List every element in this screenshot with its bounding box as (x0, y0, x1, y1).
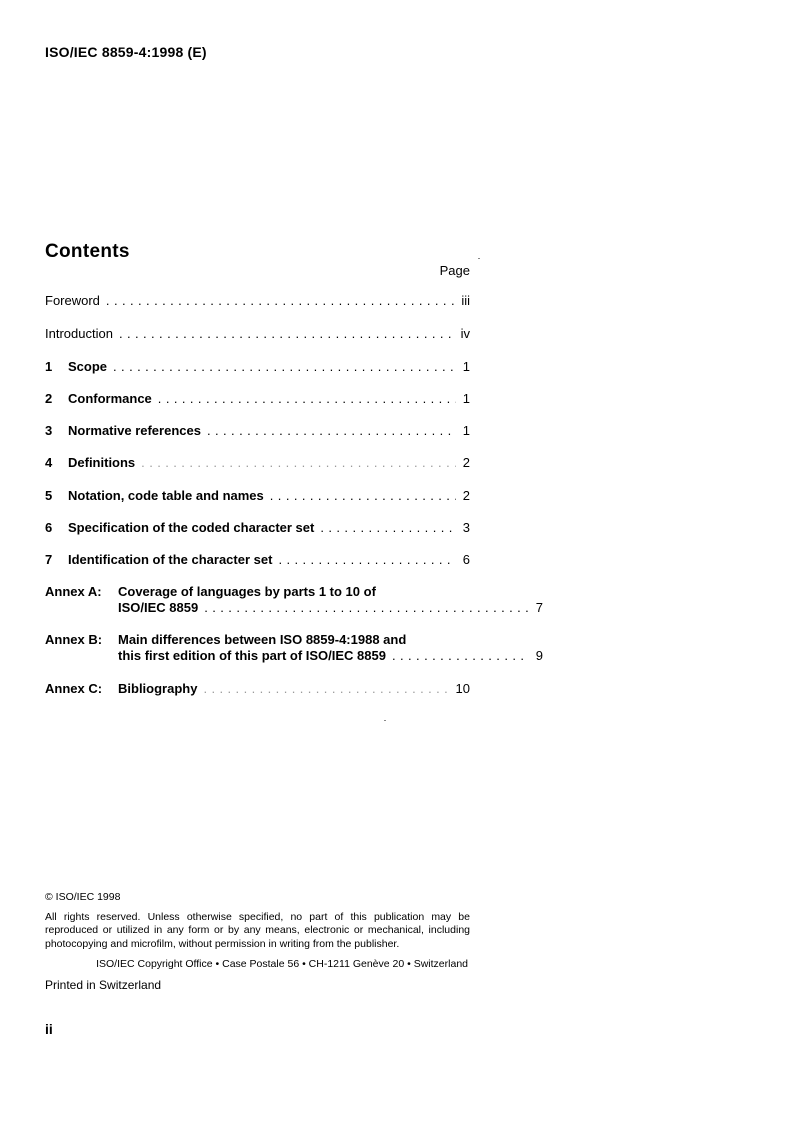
toc-entry-page: 1 (462, 423, 470, 438)
copyright-year: © ISO/IEC 1998 (45, 891, 121, 903)
toc-entry-foreword[interactable] (45, 293, 470, 309)
toc-entry-normative-references[interactable] (45, 423, 470, 439)
toc-entry-annex-c[interactable] (45, 681, 470, 697)
toc-entry-number: Annex B: (45, 632, 103, 647)
toc-entry-number: 5 (45, 488, 53, 503)
toc-entry-title: Conformance (68, 391, 152, 406)
toc-entry-title: Identification of the character set (68, 552, 273, 567)
toc-entry-title: Introduction (45, 326, 113, 341)
document-header: ISO/IEC 8859-4:1998 (E) (45, 44, 207, 60)
toc-entry-page: 2 (462, 455, 470, 470)
scan-speck (384, 720, 386, 721)
copyright-notice (45, 891, 470, 992)
toc-entry-specification[interactable] (45, 520, 470, 536)
page-column-label: Page (439, 263, 470, 278)
toc-entry-page: 9 (535, 648, 543, 663)
toc-entry-page: iii (461, 293, 470, 308)
toc-dot-leader (278, 552, 456, 568)
toc-entry-title: Definitions (68, 455, 136, 470)
toc-entry-introduction[interactable] (45, 326, 470, 342)
toc-entry-number: 7 (45, 552, 53, 567)
rights-statement: All rights reserved. Unless otherwise specified, no part of this publication may be reproduced or utilized in any form or by any means, electronic or mechanical, including photocopying and microfilm, without permission in writing from the publisher. (45, 910, 470, 950)
toc-dot-leader (203, 681, 451, 697)
toc-entry-number: 6 (45, 520, 53, 535)
toc-dot-leader (392, 648, 529, 664)
toc-entry-number: 3 (45, 423, 53, 438)
contents-title: Contents (45, 241, 130, 262)
scan-speck (478, 258, 480, 259)
toc-entry-scope[interactable] (45, 359, 470, 375)
toc-entry-title: Foreword (45, 293, 100, 308)
toc-dot-leader (204, 600, 529, 616)
toc-entry-page: iv (460, 326, 470, 341)
toc-dot-leader (106, 293, 456, 309)
toc-entry-title-continued: ISO/IEC 8859 (118, 600, 199, 615)
toc-entry-page: 10 (455, 681, 470, 696)
toc-entry-number: 4 (45, 455, 53, 470)
toc-dot-leader (270, 488, 456, 504)
toc-entry-annex-a[interactable] (45, 584, 543, 616)
toc-dot-leader (113, 359, 456, 375)
page-number: ii (45, 1021, 53, 1037)
toc-entry-title: Normative references (68, 423, 201, 438)
printed-in: Printed in Switzerland (45, 977, 162, 992)
toc-entry-title: Bibliography (118, 681, 198, 696)
toc-dot-leader (119, 326, 456, 342)
toc-entry-annex-b[interactable] (45, 632, 543, 664)
toc-dot-leader (141, 455, 456, 471)
toc-entry-identification[interactable] (45, 552, 470, 568)
toc-entry-page: 6 (462, 552, 470, 567)
toc-dot-leader (320, 520, 456, 536)
toc-entry-page: 2 (462, 488, 470, 503)
toc-entry-definitions[interactable] (45, 455, 470, 471)
toc-entry-page: 1 (462, 359, 470, 374)
toc-entry-title-continued: this first edition of this part of ISO/IEC 8859 (118, 648, 386, 663)
toc-entry-title: Main differences between ISO 8859-4:1988 and (118, 632, 407, 647)
toc-entry-title: Specification of the coded character set (68, 520, 315, 535)
toc-entry-notation[interactable] (45, 488, 470, 504)
toc-entry-number: 1 (45, 359, 53, 374)
toc-dot-leader (207, 423, 456, 439)
toc-dot-leader (158, 391, 456, 407)
toc-entry-title: Coverage of languages by parts 1 to 10 of (118, 584, 376, 599)
toc-entry-conformance[interactable] (45, 391, 470, 407)
copyright-office-address: ISO/IEC Copyright Office • Case Postale 56 • CH-1211 Genève 20 • Switzerland (96, 958, 468, 970)
toc-entry-title: Scope (68, 359, 108, 374)
toc-entry-number: Annex A: (45, 584, 102, 599)
toc-entry-number: Annex C: (45, 681, 103, 696)
toc-entry-number: 2 (45, 391, 53, 406)
toc-entry-page: 1 (462, 391, 470, 406)
toc-entry-page: 7 (535, 600, 543, 615)
toc-entry-page: 3 (462, 520, 470, 535)
toc-entry-title: Notation, code table and names (68, 488, 264, 503)
